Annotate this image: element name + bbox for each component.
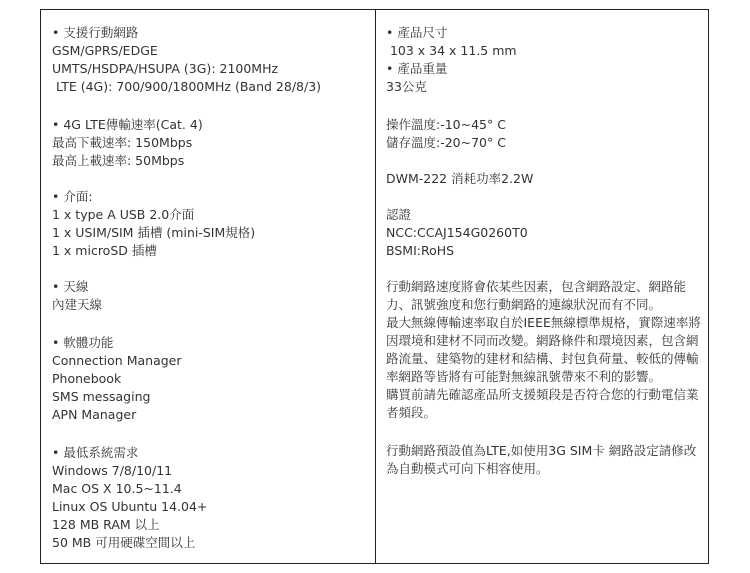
- cert-line: NCC:CCAJ154G0260T0: [386, 225, 528, 240]
- notice-line: 路流量、建築物的建材和結構、封包負荷量、較低的傳輸: [386, 351, 699, 366]
- interface-title: • 介面:: [52, 188, 93, 206]
- notice-line: 最大無線傳輸速率取自於IEEE無線標準規格，實際速率將: [386, 315, 701, 330]
- spec-column-left: [41, 10, 376, 563]
- default-setting-line: 行動網路預設值為LTE,如使用3G SIM卡 網路設定請修改: [386, 443, 697, 458]
- interface-line: 1 x USIM/SIM 插槽 (mini-SIM規格): [52, 225, 256, 240]
- requirements-line: Windows 7/8/10/11: [52, 463, 173, 478]
- software-line: APN Manager: [52, 407, 137, 422]
- network-line: LTE (4G): 700/900/1800MHz (Band 28/8/3): [52, 79, 322, 94]
- software-line: SMS messaging: [52, 389, 151, 404]
- antenna-title: • 天線: [52, 278, 88, 296]
- antenna-line: 內建天線: [52, 297, 103, 312]
- notice-line: 者頻段。: [386, 405, 437, 420]
- speed-title: • 4G LTE傳輸速率(Cat. 4): [52, 116, 203, 134]
- software-line: Connection Manager: [52, 353, 182, 368]
- network-title: • 支援行動網路: [52, 24, 138, 42]
- software-title: • 軟體功能: [52, 334, 113, 352]
- weight-value: 33公克: [386, 79, 427, 94]
- spec-column-right: [376, 10, 708, 563]
- interface-line: 1 x microSD 插槽: [52, 243, 157, 258]
- spec-table: [40, 9, 709, 564]
- notice-line: 行動網路速度將會依某些因素，包含網路設定、網路能: [386, 279, 687, 294]
- speed-line: 最高下載速率: 150Mbps: [52, 135, 193, 150]
- weight-title: • 產品重量: [386, 60, 447, 78]
- network-line: UMTS/HSDPA/HSUPA (3G): 2100MHz: [52, 61, 279, 76]
- requirements-line: Linux OS Ubuntu 14.04+: [52, 499, 208, 514]
- network-line: GSM/GPRS/EDGE: [52, 43, 158, 58]
- requirements-line: 50 MB 可用硬碟空間以上: [52, 535, 196, 550]
- interface-line: 1 x type A USB 2.0介面: [52, 207, 195, 222]
- power-line: DWM-222 消耗功率2.2W: [386, 171, 534, 186]
- requirements-line: Mac OS X 10.5~11.4: [52, 481, 182, 496]
- cert-line: 認證: [386, 207, 412, 222]
- size-title: • 產品尺寸: [386, 24, 447, 42]
- temperature-line: 儲存溫度:-20~70° C: [386, 135, 506, 150]
- speed-line: 最高上載速率: 50Mbps: [52, 153, 185, 168]
- requirements-line: 128 MB RAM 以上: [52, 517, 160, 532]
- notice-line: 力、訊號強度和您行動網路的連線狀況而有不同。: [386, 297, 662, 312]
- software-line: Phonebook: [52, 371, 122, 386]
- requirements-title: • 最低系統需求: [52, 444, 138, 462]
- notice-line: 因環境和建材不同而改變。網路條件和環境因素，包含網: [386, 333, 699, 348]
- temperature-line: 操作溫度:-10~45° C: [386, 117, 506, 132]
- cert-line: BSMI:RoHS: [386, 243, 455, 258]
- notice-line: 購買前請先確認產品所支援頻段是否符合您的行動電信業: [386, 387, 699, 402]
- notice-line: 率網路等皆將有可能對無線訊號帶來不利的影響。: [386, 369, 662, 384]
- default-setting-line: 為自動模式可向下相容使用。: [386, 461, 549, 476]
- size-value: 103 x 34 x 11.5 mm: [386, 43, 517, 58]
